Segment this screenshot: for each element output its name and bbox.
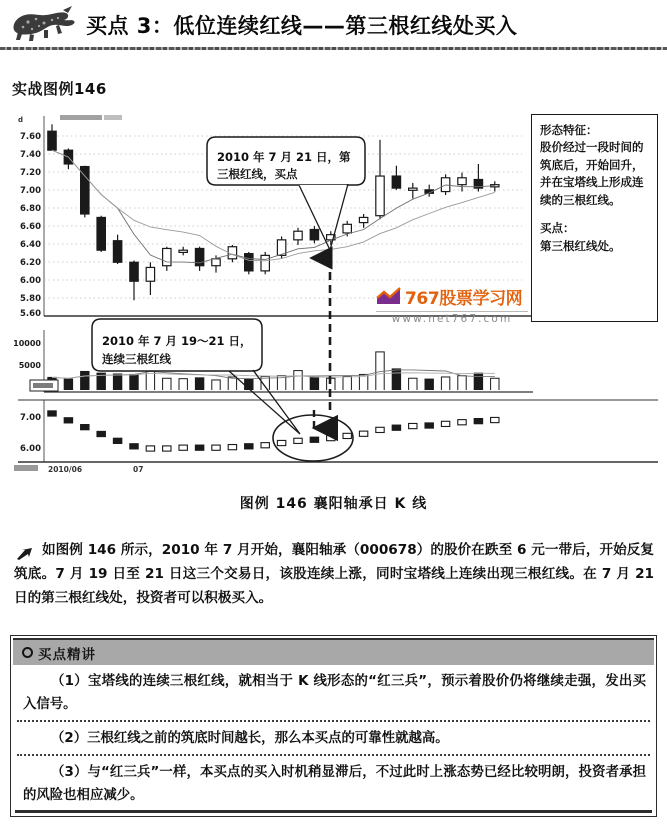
price-ytick: 7.20 xyxy=(20,168,41,178)
volume-value-tag-text xyxy=(33,383,53,388)
callout-line: 连续三根红线 xyxy=(102,352,171,366)
xtick-label: 2010/06 xyxy=(48,465,83,474)
price-ytick: 6.20 xyxy=(20,258,41,268)
feature-heading-1: 形态特征： xyxy=(540,123,598,137)
tips-footer-rule xyxy=(15,810,652,813)
buy-point-callout xyxy=(207,137,365,250)
callout-line: 2010 年 7 月 19～21 日， xyxy=(102,334,252,348)
watermark-site-name: 767股票学习网 xyxy=(405,289,523,309)
tips-title: 买点精讲 xyxy=(38,646,96,663)
price-ytick: 7.00 xyxy=(20,186,41,196)
price-ytick: 5.60 xyxy=(20,309,41,319)
pattern-feature-box xyxy=(531,114,658,322)
feature-body-2: 第三根红线处。 xyxy=(540,238,621,253)
tip-item: （3）与“红三兵”一样，本买点的买入时机稍显滞后，不过此时上涨态势已经比较明朗，投资者承担的风险也相应减少。 xyxy=(23,765,646,804)
pagoda-bars xyxy=(48,411,499,451)
price-ytick: 6.80 xyxy=(20,204,41,214)
watermark-url: www.net767.com xyxy=(376,311,528,325)
price-ytick: 6.40 xyxy=(20,240,41,250)
price-ytick: 5.80 xyxy=(20,294,41,304)
tip-item: （1）宝塔线的连续三根红线，就相当于 K 线形态的“红三兵”，预示着股价仍将继续走强，发出买入信号。 xyxy=(23,674,646,713)
price-ytick: 7.60 xyxy=(20,132,41,142)
feature-gap xyxy=(540,209,651,220)
feature-body-1: 股价经过一段时间的筑底后，开始回升，并在宝塔线上形成连续的三根红线。 xyxy=(540,140,644,207)
volume-ytick: 5000 xyxy=(18,361,41,370)
figure-caption: 图例 146 襄阳轴承日 K 线 xyxy=(239,496,428,512)
callout-line: 2010 年 7 月 21 日，第 xyxy=(217,150,351,164)
pagoda-panel xyxy=(18,400,658,462)
price-ytick: 6.00 xyxy=(20,276,41,286)
body-paragraph: 如图例 146 所示，2010 年 7 月开始，襄阳轴承（000678）的股价在跌至 6 元一带后，开始反复筑底。7 月 19 日至 21 日这三个交易日，该股连续上涨，同时宝塔线上连续出现三根红线。在 7 月 21 日的第三根红线处，投资者可以积极买入。 xyxy=(14,542,654,607)
feature-heading-2: 买点： xyxy=(540,221,575,236)
bull-logo-icon xyxy=(6,4,82,44)
page-title: 买点 3：低位连续红线——第三根红线处买入 xyxy=(86,14,518,38)
volume-ytick: 10000 xyxy=(13,339,41,348)
circle-bullet-icon xyxy=(22,647,33,658)
chart-header-text xyxy=(60,115,122,120)
volume-panel xyxy=(13,330,533,392)
price-ytick: 6.60 xyxy=(20,222,41,232)
example-label: 实战图例146 xyxy=(12,80,107,98)
price-corner-label: d xyxy=(18,116,24,124)
price-ytick: 7.40 xyxy=(20,150,41,160)
header-divider xyxy=(0,47,667,50)
x-axis-labels xyxy=(14,465,143,474)
tips-header xyxy=(13,638,654,665)
xtick-label: 07 xyxy=(133,465,144,474)
tip-item: （2）三根红线之前的筑底时间越长，那么本买点的可靠性就越高。 xyxy=(51,731,449,747)
page-header xyxy=(0,0,667,50)
pagoda-ytick: 7.00 xyxy=(20,413,41,423)
callout-line: 三根红线，买点 xyxy=(217,167,298,181)
pagoda-ytick: 6.00 xyxy=(20,444,41,454)
buy-point-tips-panel xyxy=(10,635,657,817)
